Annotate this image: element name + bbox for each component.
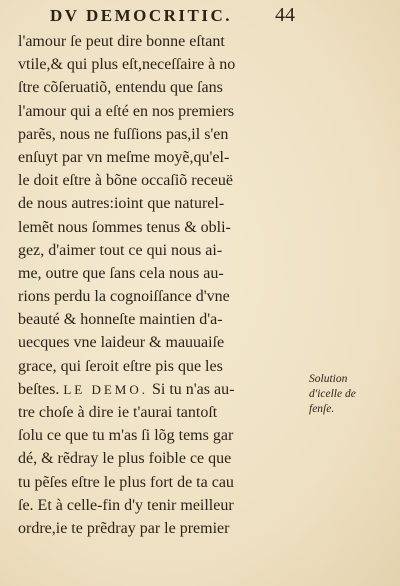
text-line: dé, & rẽdray le plus foible ce que	[18, 450, 232, 468]
text-line: enſuyt par vn meſme moyẽ,qu'el-	[18, 148, 230, 166]
text-line: parẽs, nous ne fuſſions pas,il s'en	[18, 125, 229, 143]
text-line: l'amour qui a eſté en nos premiers	[18, 102, 235, 120]
page-number: 44	[275, 4, 295, 26]
marginal-note-line: fenſe.	[309, 403, 335, 415]
page-header	[0, 4, 400, 30]
body-text	[18, 30, 308, 540]
text-line: tre choſe à dire ie t'aurai tantoſt	[18, 404, 218, 421]
text-line: gez, d'aimer tout ce qui nous ai-	[18, 241, 223, 259]
text-line-with-speaker	[18, 378, 308, 401]
marginal-note-line: d'icelle de	[309, 388, 356, 400]
speaker-label: LE DEMO.	[63, 381, 148, 397]
text-line: me, outre que ſans cela nous au-	[18, 264, 224, 282]
text-line: lemẽt nous ſommes tenus & obli-	[18, 218, 231, 236]
marginal-note-line: Solution	[309, 373, 348, 385]
text-line: uecques vne laideur & mauuaiſe	[18, 334, 225, 352]
text-line: beauté & honneſte maintien d'a-	[18, 311, 223, 329]
text-line: ſolu ce que tu m'as ſi lõg tems gar	[18, 427, 234, 445]
text-line: de nous autres:ioint que naturel-	[18, 195, 225, 213]
text-line: tu pẽſes eſtre le plus fort de ta cau	[18, 473, 234, 491]
text-line: ſtre cõſeruatiõ, entendu que ſans	[18, 79, 223, 97]
text-line: ordre,ie te prẽdray par le premier	[18, 519, 230, 537]
text-line: rions perdu la cognoiſſance d'vne	[18, 288, 230, 306]
text-line: vtile,& qui plus eſt,neceſſaire à no	[18, 56, 236, 74]
running-title: DV DEMOCRITIC.	[50, 6, 233, 25]
text-line: l'amour ſe peut dire bonne eſtant	[18, 33, 225, 50]
line-text-after: Si tu n'as au-	[152, 380, 235, 398]
line-text-before: beſtes.	[18, 380, 60, 398]
marginal-note	[309, 372, 399, 417]
text-line: grace, qui ſeroit eſtre pis que les	[18, 357, 223, 375]
text-line: ſe. Et à celle-fin d'y tenir meilleur	[18, 496, 234, 514]
text-line: le doit eſtre à bõne occaſiõ receuë	[18, 172, 233, 190]
